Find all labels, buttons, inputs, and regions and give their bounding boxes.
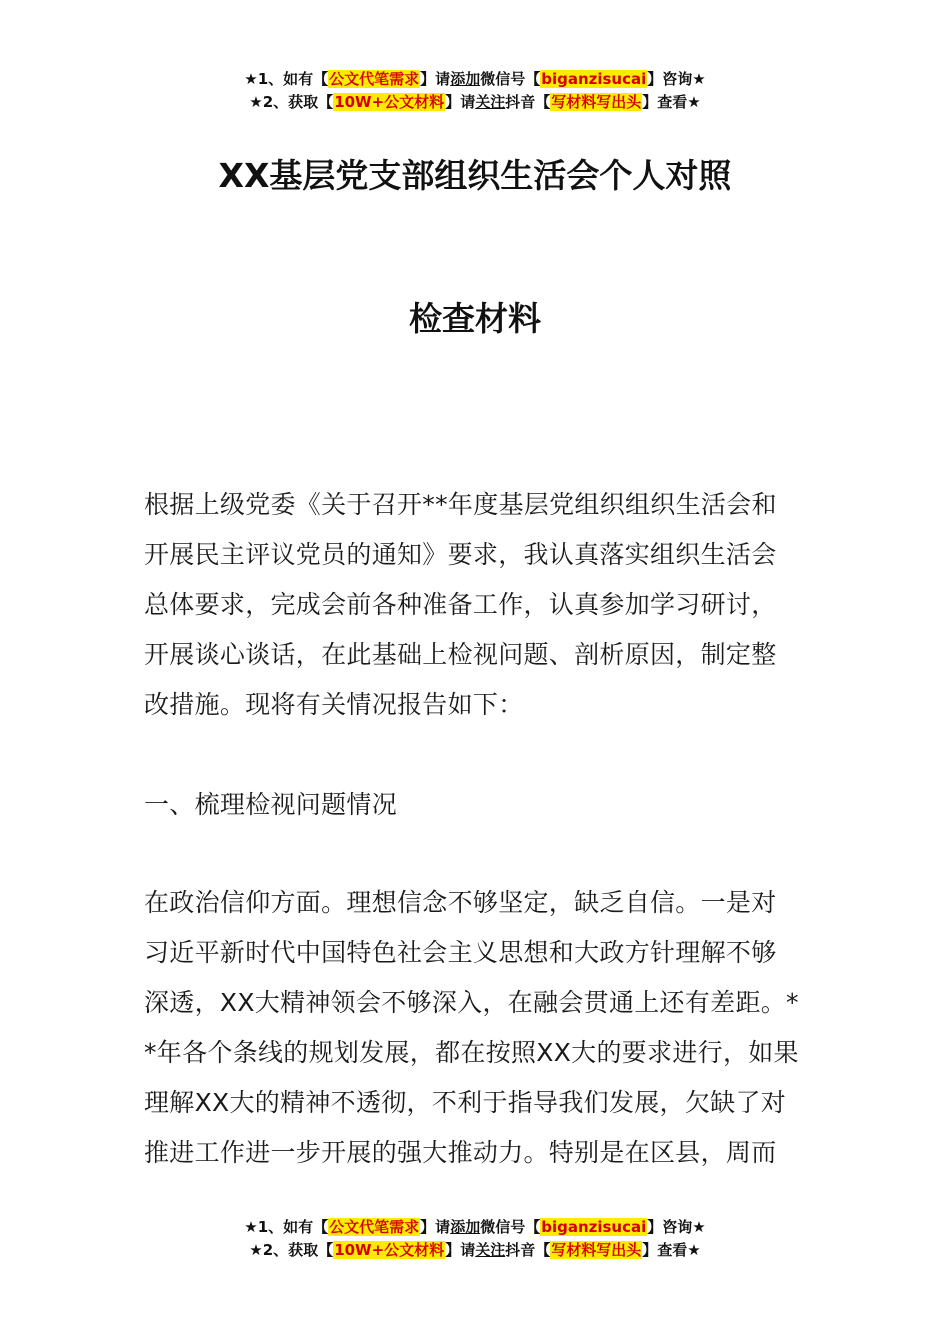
promo-text-underlined: 添加 bbox=[450, 1218, 481, 1236]
promo-text: 】请 bbox=[420, 1218, 451, 1236]
paragraph-line: 总体要求，完成会前各种准备工作，认真参加学习研讨， bbox=[144, 590, 777, 619]
paragraph-line: 在政治信仰方面。理想信念不够坚定，缺乏自信。一是对 bbox=[144, 888, 777, 917]
promo-text: ★2、获取【 bbox=[249, 1241, 334, 1259]
promo-text: 微信号【 bbox=[480, 70, 541, 88]
highlight-service: 公文代笔需求 bbox=[329, 1218, 420, 1236]
paragraph-line: 开展民主评议党员的通知》要求，我认真落实组织生活会 bbox=[144, 540, 777, 569]
intro-paragraph bbox=[144, 480, 809, 730]
promo-text: 抖音【 bbox=[505, 1241, 551, 1259]
promo-text-underlined: 关注 bbox=[475, 93, 506, 111]
highlight-douyin: 写材料写出头 bbox=[551, 93, 642, 111]
document-title-line-1: XX基层党支部组织生活会个人对照 bbox=[218, 156, 732, 195]
paragraph-line: 根据上级党委《关于召开**年度基层党组织组织生活会和 bbox=[144, 490, 777, 519]
promo-text: 】请 bbox=[445, 93, 476, 111]
section-heading bbox=[144, 780, 809, 830]
highlight-douyin: 写材料写出头 bbox=[551, 1241, 642, 1259]
promo-text: ★2、获取【 bbox=[249, 93, 334, 111]
highlight-wechat-id: biganzisucai bbox=[541, 1218, 647, 1236]
promo-text: ★1、如有【 bbox=[244, 70, 329, 88]
highlight-materials: 10W+公文材料 bbox=[334, 93, 445, 111]
paragraph-line: 改措施。现将有关情况报告如下： bbox=[144, 690, 524, 719]
promo-banner-top bbox=[0, 68, 950, 114]
paragraph-line: 开展谈心谈话，在此基础上检视问题、剖析原因，制定整 bbox=[144, 640, 777, 669]
promo-line-1 bbox=[0, 68, 950, 91]
promo-text: 】咨询★ bbox=[647, 1218, 706, 1236]
highlight-service: 公文代笔需求 bbox=[329, 70, 420, 88]
promo-text: 微信号【 bbox=[480, 1218, 541, 1236]
promo-text: 抖音【 bbox=[505, 93, 551, 111]
promo-line-1 bbox=[0, 1216, 950, 1239]
section-heading-text: 一、梳理检视问题情况 bbox=[144, 790, 398, 819]
promo-text: 】请 bbox=[420, 70, 451, 88]
promo-banner-bottom bbox=[0, 1216, 950, 1262]
promo-text-underlined: 关注 bbox=[475, 1241, 506, 1259]
promo-text-underlined: 添加 bbox=[450, 70, 481, 88]
paragraph-line: 深透，XX大精神领会不够深入，在融会贯通上还有差距。* bbox=[144, 988, 799, 1017]
promo-line-2 bbox=[0, 1239, 950, 1262]
highlight-materials: 10W+公文材料 bbox=[334, 1241, 445, 1259]
document-title-line-2: 检查材料 bbox=[409, 299, 541, 338]
highlight-wechat-id: biganzisucai bbox=[541, 70, 647, 88]
promo-text: 】查看★ bbox=[642, 93, 701, 111]
paragraph-line: 推进工作进一步开展的强大推动力。特别是在区县，周而 bbox=[144, 1138, 777, 1167]
paragraph-line: 习近平新时代中国特色社会主义思想和大政方针理解不够 bbox=[144, 938, 777, 967]
promo-text: 】咨询★ bbox=[647, 70, 706, 88]
promo-text: 】请 bbox=[445, 1241, 476, 1259]
paragraph-line: *年各个条线的规划发展，都在按照XX大的要求进行，如果 bbox=[144, 1038, 799, 1067]
promo-text: 】查看★ bbox=[642, 1241, 701, 1259]
political-belief-paragraph bbox=[144, 878, 809, 1178]
promo-text: ★1、如有【 bbox=[244, 1218, 329, 1236]
paragraph-line: 理解XX大的精神不透彻，不利于指导我们发展，欠缺了对 bbox=[144, 1088, 787, 1117]
promo-line-2 bbox=[0, 91, 950, 114]
